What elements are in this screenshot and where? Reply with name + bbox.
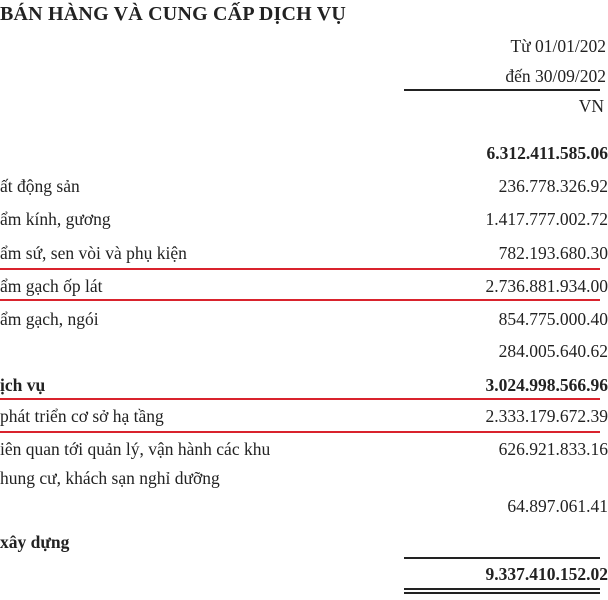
- value-other-goods: 284.005.640.62: [498, 341, 608, 361]
- value-real-estate: 236.778.326.92: [498, 176, 608, 196]
- highlight-line: [0, 398, 600, 400]
- value-total-goods: 6.312.411.585.06: [486, 143, 608, 163]
- section-title: BÁN HÀNG VÀ CUNG CẤP DỊCH VỤ: [0, 3, 346, 25]
- row-label-real-estate: ất động sản: [0, 176, 80, 196]
- value-sanitary: 782.193.680.30: [498, 243, 608, 263]
- row-label-services: ịch vụ: [0, 375, 46, 395]
- highlight-line: [0, 268, 600, 270]
- row-label-bricks: ẩm gạch, ngói: [0, 309, 99, 329]
- highlight-line: [0, 299, 600, 301]
- value-infrastructure: 2.333.179.672.39: [485, 406, 608, 426]
- row-label-construction: xây dựng: [0, 532, 70, 552]
- row-label-tiles: ẩm gạch ốp lát: [0, 276, 103, 296]
- total-topline: [404, 557, 600, 559]
- row-label-infrastructure: phát triển cơ sở hạ tầng: [0, 406, 164, 426]
- value-glass: 1.417.777.002.72: [485, 209, 608, 229]
- row-label-management: iên quan tới quản lý, vận hành các khu: [0, 439, 271, 459]
- row-label-management-cont: hung cư, khách sạn nghỉ dưỡng: [0, 468, 220, 488]
- total-double-underline: [404, 592, 600, 594]
- row-label-sanitary: ẩm sứ, sen vòi và phụ kiện: [0, 243, 187, 263]
- highlight-line: [0, 431, 600, 433]
- header-underline: [404, 89, 600, 91]
- period-from: Từ 01/01/202: [510, 36, 606, 56]
- value-other-services: 64.897.061.41: [507, 496, 608, 516]
- value-grand-total: 9.337.410.152.02: [485, 564, 608, 584]
- value-services: 3.024.998.566.96: [485, 375, 608, 395]
- currency-label: VN: [578, 96, 604, 116]
- value-tiles: 2.736.881.934.00: [485, 276, 608, 296]
- value-management: 626.921.833.16: [498, 439, 608, 459]
- value-bricks: 854.775.000.40: [498, 309, 608, 329]
- row-label-glass: ẩm kính, gương: [0, 209, 111, 229]
- total-double-underline: [404, 588, 600, 590]
- period-to: đến 30/09/202: [505, 66, 606, 86]
